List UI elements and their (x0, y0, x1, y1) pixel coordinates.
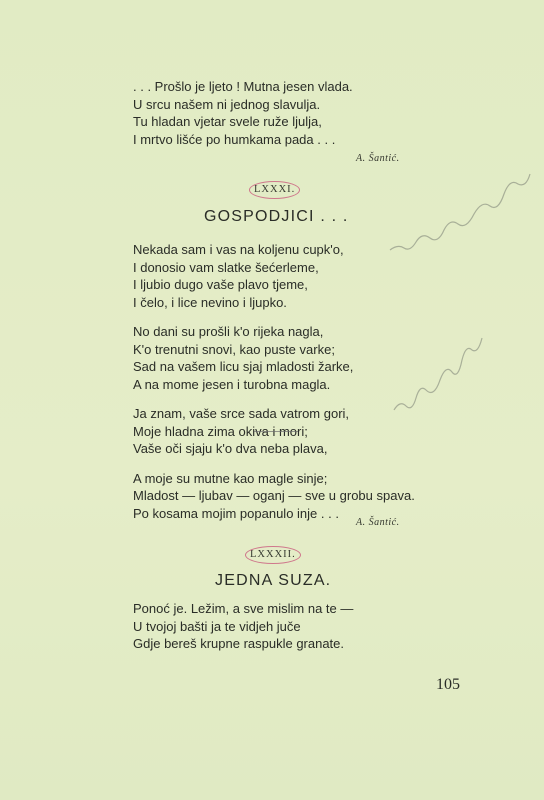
poem-ending (133, 78, 453, 148)
poem-title: JEDNA SUZA. (215, 572, 332, 589)
poem-line: U tvojoj bašti ja te vidjeh juče (133, 618, 301, 634)
pencil-circle-mark (245, 546, 301, 564)
poem-line: Po kosama mojim popanulo inje . . . (133, 505, 339, 521)
poem-numeral-text: LXXXI. (254, 184, 296, 195)
poem-line: Ponoć je. Ležim, a sve mislim na te — (133, 601, 354, 616)
poem-title: GOSPODJICI . . . (204, 208, 349, 225)
poem-line: Gdje bereš krupne raspukle granate. (133, 636, 345, 651)
poem-line: A moje su mutne kao magle sinje; (133, 470, 328, 486)
poem-line: Nekada sam i vas na koljenu cupk'o, (133, 242, 344, 257)
poem-line: I ljubio dugo vaše plavo tjeme, (133, 277, 308, 292)
poem-line: Vaše oči sjaju k'o dva neba plava, (133, 441, 328, 456)
poem-numeral (250, 549, 296, 560)
pencil-underline-mark (254, 431, 298, 432)
poem-line: I mrtvo lišće po humkama pada . . . (133, 131, 336, 147)
author-signature: A. Šantić. (356, 517, 400, 528)
poem-line: . . . Prošlo je ljeto ! Mutna jesen vlada. (133, 79, 353, 94)
poem-line: A na mome jesen i turobna magla. (133, 376, 331, 392)
author-signature: A. Šantić. (356, 153, 400, 164)
poem-line: Sad na vašem licu sjaj mladosti žarke, (133, 359, 354, 374)
poem-line: Mladost — ljubav — oganj — sve u grobu spava. (133, 488, 415, 503)
stanza (133, 470, 453, 523)
poem-line: U srcu našem ni jednog slavulja. (133, 96, 321, 112)
poem-line: K'o trenutni snovi, kao puste varke; (133, 341, 335, 357)
poem-line: Tu hladan vjetar svele ruže ljulja, (133, 114, 322, 129)
pencil-marginalia (380, 140, 544, 420)
poem-body (133, 600, 453, 653)
page-number: 105 (436, 676, 460, 693)
poem-line: Moje hladna zima okiva i mori; (133, 423, 308, 439)
poem-line: Ja znam, vaše srce sada vatrom gori, (133, 406, 350, 421)
poem-numeral-text: LXXXII. (250, 549, 296, 560)
pencil-circle-mark (249, 181, 300, 199)
poem-line: No dani su prošli k'o rijeka nagla, (133, 324, 324, 339)
poem-numeral (254, 184, 295, 195)
poem-line: I čelo, i lice nevino i ljupko. (133, 294, 287, 310)
poem-line: I donosio vam slatke šećerleme, (133, 259, 319, 275)
